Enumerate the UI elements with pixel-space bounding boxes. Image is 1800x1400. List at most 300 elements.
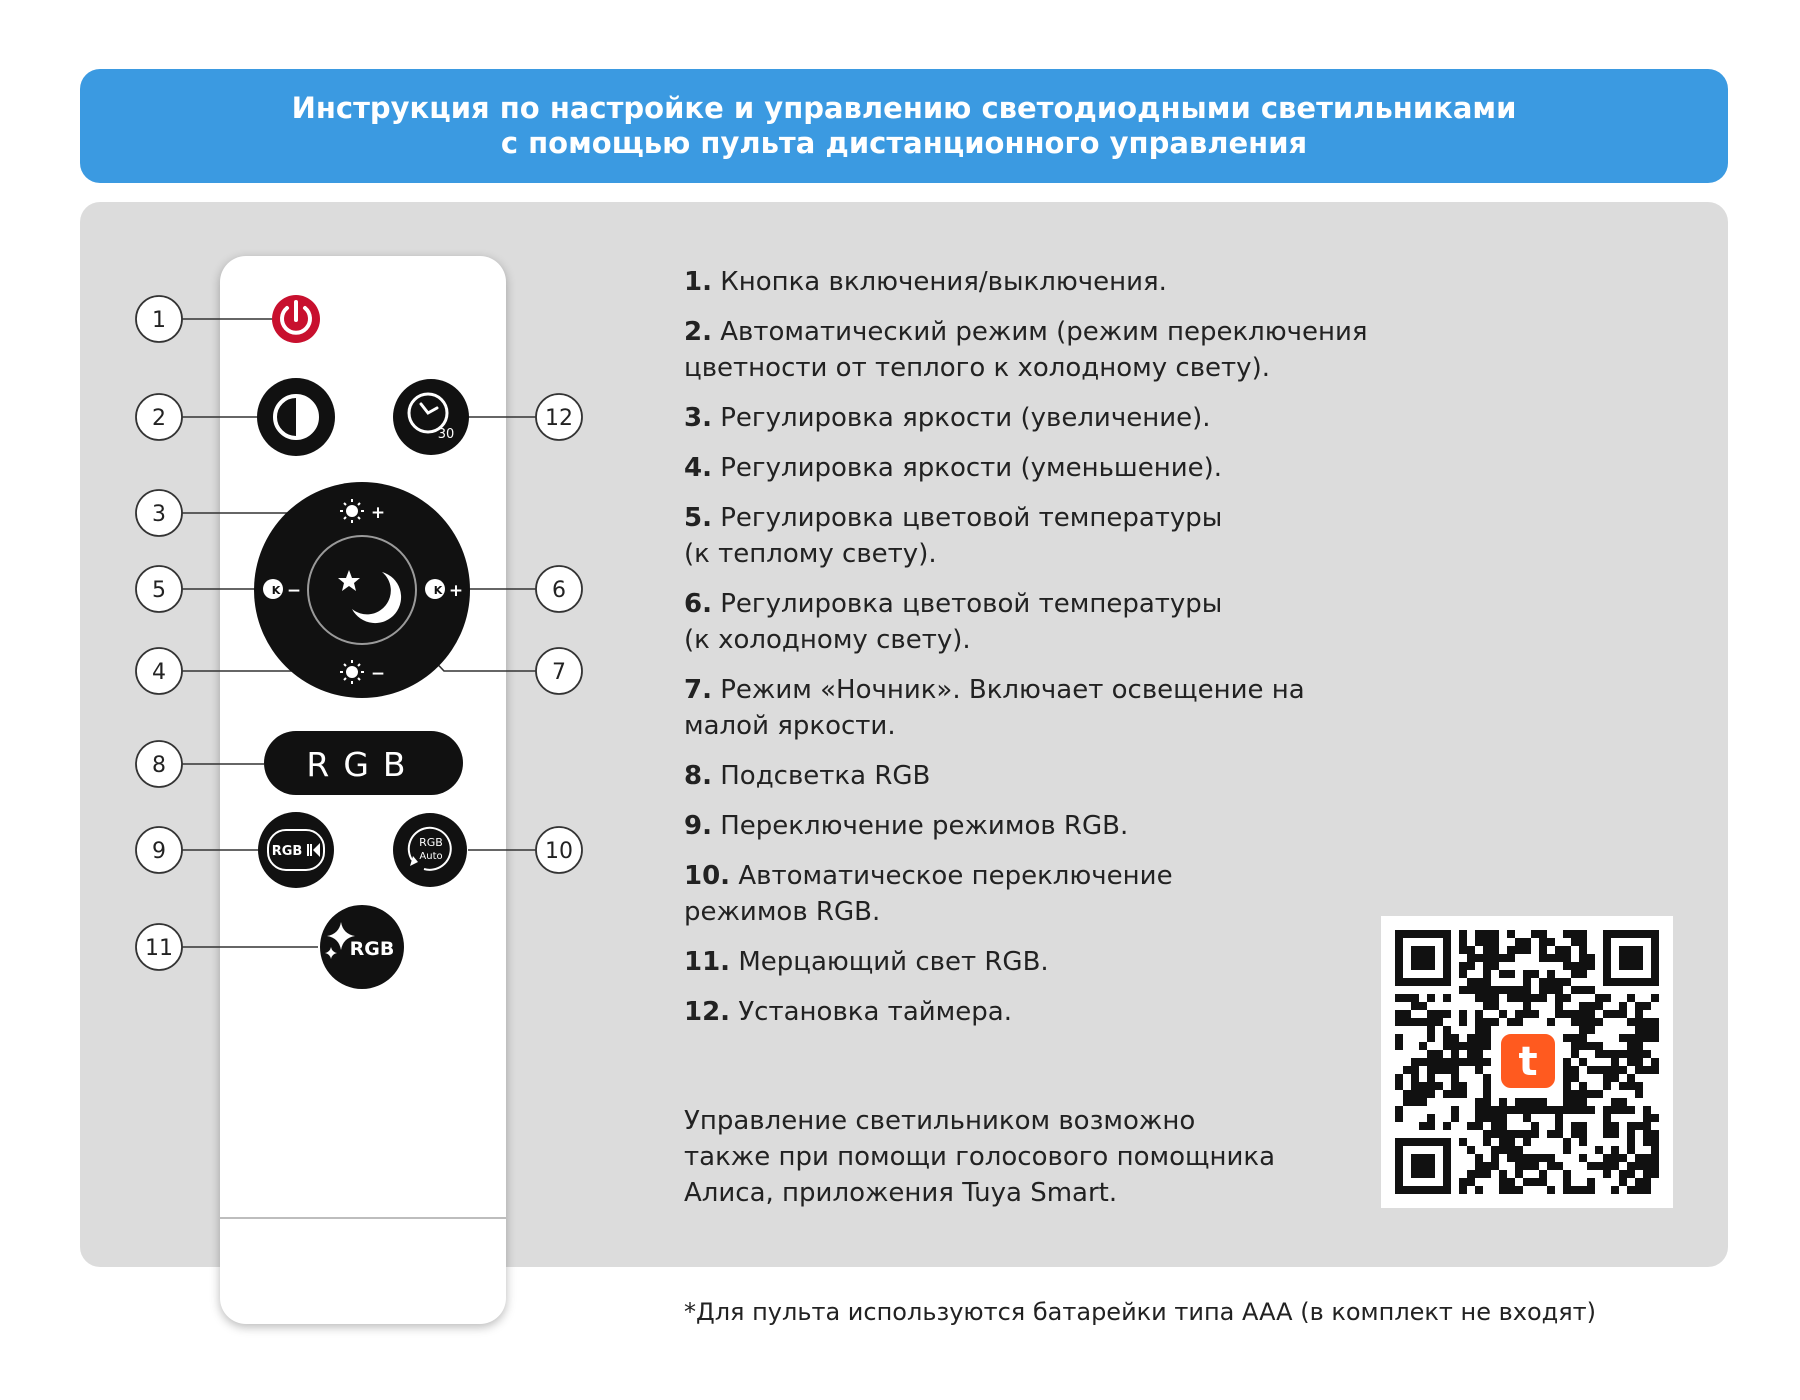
- instruction-line: [684, 808, 1444, 844]
- qr-module: [1603, 1082, 1611, 1090]
- rgb-mode-button[interactable]: [258, 812, 334, 888]
- qr-module: [1523, 1154, 1531, 1162]
- qr-module: [1451, 1042, 1459, 1050]
- qr-module: [1579, 1082, 1587, 1090]
- qr-module: [1515, 1186, 1523, 1194]
- qr-module: [1499, 1146, 1507, 1154]
- instruction-line: [684, 894, 1444, 930]
- qr-module: [1507, 986, 1515, 994]
- qr-module: [1419, 1090, 1427, 1098]
- qr-module: [1475, 954, 1483, 962]
- qr-module: [1459, 1186, 1467, 1194]
- qr-module: [1443, 1042, 1451, 1050]
- qr-module: [1627, 1186, 1635, 1194]
- qr-module: [1627, 1162, 1635, 1170]
- instruction-text: (к холодному свету).: [684, 625, 971, 655]
- qr-module: [1443, 1066, 1451, 1074]
- qr-module: [1547, 970, 1555, 978]
- temp-cold-k: K: [433, 584, 443, 597]
- qr-module: [1587, 1090, 1595, 1098]
- timer-label: 30: [437, 427, 455, 442]
- qr-module: [1611, 1106, 1619, 1114]
- qr-module: [1603, 1114, 1611, 1122]
- callout-12: [536, 394, 582, 440]
- qr-module: [1579, 1034, 1587, 1042]
- timer-button[interactable]: [393, 379, 469, 455]
- qr-module: [1411, 1098, 1419, 1106]
- qr-module: [1427, 1090, 1435, 1098]
- qr-module: [1523, 1106, 1531, 1114]
- qr-module: [1555, 1122, 1563, 1130]
- qr-module: [1587, 1018, 1595, 1026]
- qr-module: [1515, 1146, 1523, 1154]
- qr-module: [1475, 1114, 1483, 1122]
- qr-module: [1451, 1090, 1459, 1098]
- qr-module: [1555, 1162, 1563, 1170]
- qr-module: [1603, 1170, 1611, 1178]
- qr-module: [1579, 1130, 1587, 1138]
- qr-module: [1651, 1170, 1659, 1178]
- qr-module: [1579, 946, 1587, 954]
- qr-module: [1419, 1122, 1427, 1130]
- qr-module: [1467, 1050, 1475, 1058]
- qr-module: [1499, 1010, 1507, 1018]
- qr-module: [1467, 986, 1475, 994]
- qr-module: [1443, 1122, 1451, 1130]
- qr-module: [1547, 1106, 1555, 1114]
- qr-module: [1587, 954, 1595, 962]
- qr-module: [1643, 1114, 1651, 1122]
- qr-module: [1555, 946, 1563, 954]
- qr-module: [1571, 1122, 1579, 1130]
- qr-module: [1651, 1066, 1659, 1074]
- note-line1: Управление светильником возможно: [684, 1106, 1196, 1136]
- qr-module: [1587, 1186, 1595, 1194]
- qr-module: [1491, 1114, 1499, 1122]
- qr-code-icon: [1381, 916, 1673, 1208]
- note-line3: Алиса, приложения Tuya Smart.: [684, 1178, 1118, 1208]
- qr-finder: [1411, 1154, 1435, 1178]
- temp-warm-k: K: [271, 584, 281, 597]
- qr-module: [1539, 1178, 1547, 1186]
- instruction-number: 2.: [684, 317, 712, 347]
- qr-module: [1483, 954, 1491, 962]
- qr-module: [1603, 1130, 1611, 1138]
- qr-module: [1475, 1106, 1483, 1114]
- power-button[interactable]: [272, 295, 320, 343]
- qr-module: [1547, 986, 1555, 994]
- qr-module: [1403, 1066, 1411, 1074]
- auto-mode-button[interactable]: [257, 378, 335, 456]
- instruction-text: Режим «Ночник». Включает освещение на: [720, 675, 1305, 705]
- qr-module: [1427, 1114, 1435, 1122]
- qr-module: [1595, 1018, 1603, 1026]
- qr-module: [1579, 1186, 1587, 1194]
- qr-module: [1611, 1010, 1619, 1018]
- qr-module: [1403, 1098, 1411, 1106]
- qr-module: [1395, 1106, 1403, 1114]
- qr-module: [1579, 954, 1587, 962]
- temp-warm-sign: −: [286, 581, 302, 601]
- qr-module: [1523, 1138, 1531, 1146]
- qr-module: [1451, 1034, 1459, 1042]
- callout-2: [136, 394, 182, 440]
- qr-module: [1563, 954, 1571, 962]
- rgb-button[interactable]: [264, 731, 463, 795]
- qr-module: [1619, 1098, 1627, 1106]
- qr-module: [1563, 1106, 1571, 1114]
- qr-module: [1427, 1026, 1435, 1034]
- qr-module: [1475, 1050, 1483, 1058]
- qr-module: [1619, 1154, 1627, 1162]
- qr-module: [1459, 946, 1467, 954]
- instruction-number: 12.: [684, 997, 731, 1027]
- qr-module: [1547, 1018, 1555, 1026]
- qr-module: [1539, 986, 1547, 994]
- rgb-auto-button[interactable]: [393, 813, 467, 887]
- instruction-line: [684, 500, 1444, 536]
- qr-module: [1587, 1066, 1595, 1074]
- qr-module: [1427, 1034, 1435, 1042]
- qr-module: [1571, 1130, 1579, 1138]
- qr-module: [1507, 970, 1515, 978]
- qr-module: [1531, 994, 1539, 1002]
- qr-module: [1539, 994, 1547, 1002]
- qr-module: [1643, 1186, 1651, 1194]
- qr-module: [1459, 930, 1467, 938]
- qr-module: [1571, 1034, 1579, 1042]
- qr-module: [1643, 1034, 1651, 1042]
- instruction-item: [684, 994, 1444, 1030]
- tuya-icon-letter: t: [1518, 1039, 1538, 1085]
- qr-module: [1419, 1002, 1427, 1010]
- qr-module: [1619, 1034, 1627, 1042]
- rgb-flicker-button[interactable]: [320, 905, 404, 989]
- night-mode-button[interactable]: [310, 538, 414, 642]
- qr-module: [1563, 1178, 1571, 1186]
- qr-module: [1611, 1186, 1619, 1194]
- qr-module: [1635, 1034, 1643, 1042]
- qr-module: [1579, 962, 1587, 970]
- qr-module: [1395, 1114, 1403, 1122]
- qr-module: [1467, 1170, 1475, 1178]
- qr-module: [1483, 1114, 1491, 1122]
- qr-module: [1555, 1010, 1563, 1018]
- qr-module: [1515, 1010, 1523, 1018]
- qr-module: [1443, 1026, 1451, 1034]
- qr-module: [1579, 938, 1587, 946]
- qr-module: [1579, 986, 1587, 994]
- qr-module: [1579, 1138, 1587, 1146]
- qr-module: [1499, 986, 1507, 994]
- qr-module: [1579, 1010, 1587, 1018]
- qr-module: [1491, 1018, 1499, 1026]
- qr-module: [1523, 986, 1531, 994]
- qr-module: [1627, 994, 1635, 1002]
- qr-module: [1491, 994, 1499, 1002]
- instruction-item: [684, 450, 1444, 486]
- callout-4: [136, 648, 182, 694]
- qr-module: [1507, 954, 1515, 962]
- temp-warm-icon: [263, 579, 283, 599]
- qr-module: [1475, 930, 1483, 938]
- instruction-number: 6.: [684, 589, 712, 619]
- qr-module: [1547, 1130, 1555, 1138]
- qr-module: [1555, 1106, 1563, 1114]
- qr-module: [1611, 1162, 1619, 1170]
- qr-module: [1459, 962, 1467, 970]
- qr-module: [1547, 1186, 1555, 1194]
- qr-module: [1411, 1058, 1419, 1066]
- instruction-line: [684, 994, 1444, 1030]
- qr-code[interactable]: [1381, 916, 1673, 1208]
- qr-module: [1475, 1026, 1483, 1034]
- qr-module: [1627, 1042, 1635, 1050]
- qr-module: [1587, 1106, 1595, 1114]
- qr-module: [1523, 1010, 1531, 1018]
- voice-assistant-note: [684, 1103, 1384, 1211]
- qr-module: [1635, 1066, 1643, 1074]
- qr-module: [1571, 1186, 1579, 1194]
- qr-module: [1475, 978, 1483, 986]
- qr-module: [1523, 1162, 1531, 1170]
- qr-module: [1523, 1178, 1531, 1186]
- qr-module: [1523, 1114, 1531, 1122]
- qr-module: [1467, 1146, 1475, 1154]
- qr-module: [1419, 1018, 1427, 1026]
- header-title-line2: с помощью пульта дистанционного управления: [500, 126, 1308, 160]
- instruction-text: Автоматический режим (режим переключения: [720, 317, 1368, 347]
- qr-module: [1651, 1034, 1659, 1042]
- callout-label: 6: [552, 578, 566, 603]
- qr-module: [1411, 1002, 1419, 1010]
- qr-module: [1579, 1058, 1587, 1066]
- qr-module: [1451, 1074, 1459, 1082]
- qr-module: [1531, 1162, 1539, 1170]
- instruction-line: [684, 586, 1444, 622]
- qr-module: [1507, 994, 1515, 1002]
- instruction-item: [684, 264, 1444, 300]
- qr-module: [1475, 986, 1483, 994]
- instruction-line: [684, 264, 1444, 300]
- qr-module: [1611, 1130, 1619, 1138]
- qr-module: [1643, 1178, 1651, 1186]
- qr-module: [1643, 1018, 1651, 1026]
- qr-module: [1603, 1050, 1611, 1058]
- qr-module: [1563, 1058, 1571, 1066]
- qr-module: [1411, 1074, 1419, 1082]
- qr-module: [1475, 1010, 1483, 1018]
- qr-module: [1483, 930, 1491, 938]
- qr-module: [1515, 1162, 1523, 1170]
- qr-module: [1491, 1106, 1499, 1114]
- qr-module: [1507, 1018, 1515, 1026]
- qr-module: [1547, 938, 1555, 946]
- qr-module: [1539, 978, 1547, 986]
- qr-module: [1603, 1074, 1611, 1082]
- qr-module: [1571, 962, 1579, 970]
- qr-module: [1483, 962, 1491, 970]
- qr-module: [1651, 1018, 1659, 1026]
- qr-module: [1499, 1114, 1507, 1122]
- qr-module: [1483, 1042, 1491, 1050]
- qr-module: [1483, 970, 1491, 978]
- qr-module: [1411, 1018, 1419, 1026]
- qr-module: [1483, 1106, 1491, 1114]
- qr-module: [1507, 930, 1515, 938]
- instruction-text: малой яркости.: [684, 711, 896, 741]
- qr-module: [1483, 1058, 1491, 1066]
- qr-module: [1603, 1066, 1611, 1074]
- qr-module: [1523, 994, 1531, 1002]
- qr-module: [1427, 994, 1435, 1002]
- qr-module: [1635, 1090, 1643, 1098]
- qr-module: [1539, 1098, 1547, 1106]
- qr-module: [1635, 1186, 1643, 1194]
- qr-module: [1635, 1026, 1643, 1034]
- instruction-item: [684, 672, 1444, 744]
- qr-module: [1491, 1002, 1499, 1010]
- qr-module: [1475, 1058, 1483, 1066]
- instruction-number: 8.: [684, 761, 712, 791]
- qr-module: [1603, 1162, 1611, 1170]
- qr-module: [1515, 986, 1523, 994]
- qr-module: [1491, 1154, 1499, 1162]
- callout-9: [136, 827, 182, 873]
- instruction-text: Автоматическое переключение: [738, 861, 1173, 891]
- qr-module: [1483, 1162, 1491, 1170]
- instruction-item: [684, 400, 1444, 436]
- qr-module: [1611, 1122, 1619, 1130]
- qr-module: [1627, 1074, 1635, 1082]
- qr-module: [1523, 1002, 1531, 1010]
- callout-label: 1: [152, 308, 166, 333]
- qr-module: [1627, 1130, 1635, 1138]
- instruction-item: [684, 500, 1444, 572]
- qr-module: [1571, 1106, 1579, 1114]
- qr-module: [1619, 1066, 1627, 1074]
- qr-module: [1475, 1066, 1483, 1074]
- qr-module: [1555, 994, 1563, 1002]
- header-title-line1: Инструкция по настройке и управлению светодиодными светильниками: [291, 91, 1517, 125]
- qr-module: [1427, 1058, 1435, 1066]
- qr-module: [1563, 994, 1571, 1002]
- qr-module: [1635, 1010, 1643, 1018]
- qr-module: [1635, 1018, 1643, 1026]
- qr-module: [1427, 1066, 1435, 1074]
- qr-module: [1459, 1018, 1467, 1026]
- qr-module: [1451, 1082, 1459, 1090]
- qr-module: [1571, 930, 1579, 938]
- qr-module: [1643, 1026, 1651, 1034]
- qr-module: [1403, 994, 1411, 1002]
- qr-module: [1483, 1090, 1491, 1098]
- qr-module: [1427, 1122, 1435, 1130]
- tuya-app-icon: [1499, 1032, 1557, 1090]
- qr-module: [1475, 1186, 1483, 1194]
- qr-module: [1515, 1154, 1523, 1162]
- qr-module: [1539, 1154, 1547, 1162]
- instruction-item: [684, 586, 1444, 658]
- qr-module: [1499, 954, 1507, 962]
- qr-module: [1595, 1050, 1603, 1058]
- qr-module: [1459, 1010, 1467, 1018]
- qr-module: [1619, 1002, 1627, 1010]
- qr-module: [1515, 946, 1523, 954]
- instruction-number: 11.: [684, 947, 731, 977]
- instruction-line: [684, 314, 1444, 350]
- instruction-number: 3.: [684, 403, 712, 433]
- qr-module: [1411, 1082, 1419, 1090]
- qr-module: [1483, 946, 1491, 954]
- qr-module: [1635, 1058, 1643, 1066]
- qr-module: [1467, 978, 1475, 986]
- callout-label: 11: [145, 936, 173, 961]
- qr-module: [1611, 1050, 1619, 1058]
- qr-module: [1531, 1010, 1539, 1018]
- qr-module: [1435, 1082, 1443, 1090]
- qr-module: [1419, 1082, 1427, 1090]
- qr-module: [1651, 1162, 1659, 1170]
- qr-module: [1467, 1122, 1475, 1130]
- qr-module: [1627, 1058, 1635, 1066]
- callout-6: [536, 566, 582, 612]
- qr-module: [1635, 1162, 1643, 1170]
- qr-module: [1499, 1178, 1507, 1186]
- qr-module: [1435, 1010, 1443, 1018]
- qr-module: [1531, 970, 1539, 978]
- qr-module: [1539, 946, 1547, 954]
- qr-module: [1619, 1178, 1627, 1186]
- qr-module: [1507, 1106, 1515, 1114]
- qr-module: [1427, 1010, 1435, 1018]
- qr-module: [1395, 1034, 1403, 1042]
- qr-module: [1451, 1050, 1459, 1058]
- qr-module: [1603, 1010, 1611, 1018]
- qr-finder: [1619, 946, 1643, 970]
- qr-finder: [1411, 946, 1435, 970]
- qr-module: [1571, 1018, 1579, 1026]
- qr-module: [1563, 978, 1571, 986]
- qr-module: [1491, 1122, 1499, 1130]
- qr-module: [1635, 1050, 1643, 1058]
- qr-module: [1563, 1146, 1571, 1154]
- qr-module: [1531, 930, 1539, 938]
- rgb-mode-label: RGB: [271, 844, 303, 859]
- qr-module: [1547, 1162, 1555, 1170]
- qr-module: [1427, 1074, 1435, 1082]
- qr-module: [1475, 1170, 1483, 1178]
- instruction-line: [684, 758, 1444, 794]
- brightness-minus-sign: −: [370, 664, 386, 684]
- qr-module: [1579, 1018, 1587, 1026]
- qr-module: [1483, 1018, 1491, 1026]
- qr-module: [1579, 1042, 1587, 1050]
- qr-module: [1595, 1066, 1603, 1074]
- qr-module: [1539, 1170, 1547, 1178]
- qr-module: [1547, 954, 1555, 962]
- qr-module: [1515, 1130, 1523, 1138]
- battery-footnote: *Для пульта используются батарейки типа AAA (в комплект не входят): [683, 1298, 1597, 1326]
- qr-module: [1627, 1050, 1635, 1058]
- instruction-text: Регулировка яркости (увеличение).: [720, 403, 1211, 433]
- qr-module: [1635, 1154, 1643, 1162]
- qr-module: [1483, 986, 1491, 994]
- qr-module: [1443, 994, 1451, 1002]
- qr-module: [1563, 930, 1571, 938]
- qr-module: [1475, 1122, 1483, 1130]
- instruction-text: цветности от теплого к холодному свету).: [684, 353, 1270, 383]
